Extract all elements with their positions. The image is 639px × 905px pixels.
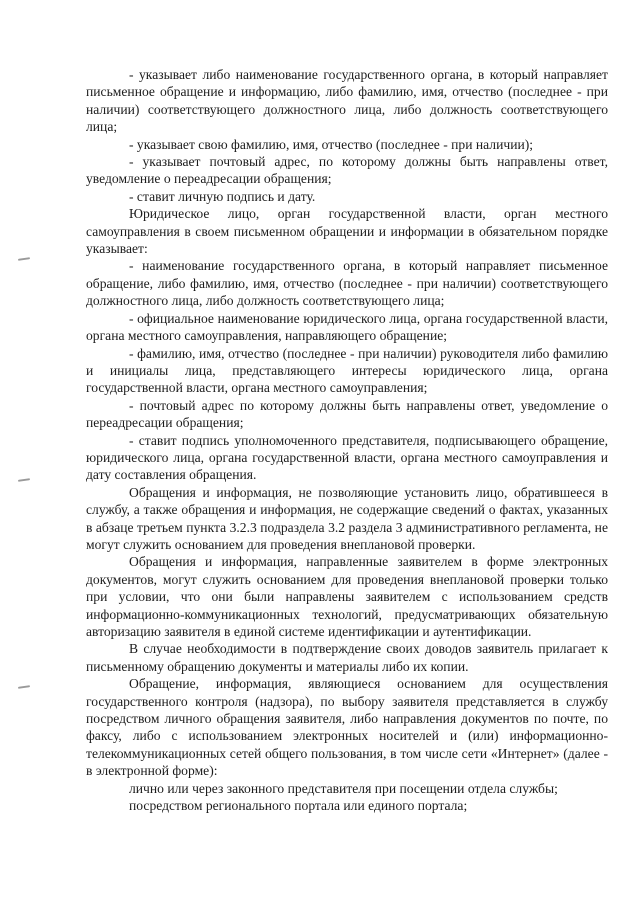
paragraph: - официальное наименование юридического лица, органа государственной власти, органа местного самоуправления, направляющего обращение; [86, 310, 608, 344]
margin-scan-mark [18, 478, 30, 482]
paragraph: - указывает либо наименование государственного органа, в который направляет письменное обращение и информацию, либо фамилию, имя, отчество (последнее - при наличии) соответствующего должностного лица, либо должность соответствующего лица; [86, 67, 608, 135]
paragraph: В случае необходимости в подтверждение своих доводов заявитель прилагает к письменному обращению документы и материалы либо их копии. [86, 641, 608, 674]
paragraph: - почтовый адрес по которому должны быть направлены ответ, уведомление о переадресации обращения; [86, 397, 608, 431]
margin-scan-mark [18, 257, 30, 261]
paragraph: Обращение, информация, являющиеся основанием для осуществления государственного контроля (надзора), по выбору заявителя представляется в службу посредством личного обращения заявителя, либо направления документов по почте, по факсу, либо с использованием электронных носителей и (или) информационно-телекоммуникационных сетей общего пользования, в том числе сети «Интернет» (далее - в электронной форме): [86, 676, 608, 779]
paragraph: Обращения и информация, направленные заявителем в форме электронных документов, могут служить основанием для проведения внеплановой проверки только при условии, что они были направлены заявителем с использованием средств информационно-коммуникационных технологий, предусматривающих обязательную авторизацию заявителя в единой системе идентификации и аутентификации. [86, 554, 608, 639]
margin-scan-mark [18, 685, 30, 689]
paragraph: - указывает почтовый адрес, по которому должны быть направлены ответ, уведомление о переадресации обращения; [86, 154, 608, 187]
paragraph: Юридическое лицо, орган государственной власти, орган местного самоуправления в своем письменном обращении и информации в обязательном порядке указывает: [86, 206, 608, 257]
paragraph: - наименование государственного органа, в который направляет письменное обращение, либо фамилию, имя, отчество (последнее - при наличии) соответствующего должностного лица, либо должность соответствующего лица; [86, 258, 608, 309]
paragraph: - указывает свою фамилию, имя, отчество (последнее - при наличии); [129, 136, 534, 152]
paragraph: - фамилию, имя, отчество (последнее - при наличии) руководителя либо фамилию и инициалы лица, представляющего интересы юридического лица, органа государственной власти, органа местного самоуправления; [86, 345, 608, 396]
paragraph: лично или через законного представителя при посещении отдела службы; [129, 780, 558, 796]
paragraph: Обращения и информация, не позволяющие установить лицо, обратившееся в службу, а также обращения и информация, не содержащие сведений о фактах, указанных в абзаце третьем пункта 3.2.3 подраздела 3.2 раздела 3 административного регламента, не могут служить основанием для проведения внеплановой проверки. [86, 484, 608, 552]
paragraph: - ставит подпись уполномоченного представителя, подписывающего обращение, юридического лица, органа государственной власти, органа местного самоуправления и дату составления обращения. [86, 432, 608, 483]
paragraph: посредством регионального портала или единого портала; [129, 798, 468, 814]
document-body [86, 66, 608, 814]
paragraph: - ставит личную подпись и дату. [129, 188, 316, 204]
